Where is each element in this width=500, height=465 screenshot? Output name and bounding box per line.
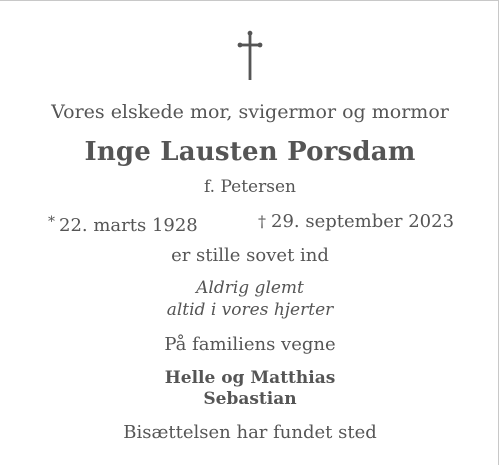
on-behalf-text: På familiens vegne bbox=[164, 334, 336, 355]
status-text: er stille sovet ind bbox=[171, 245, 329, 266]
birth-date-value: 22. marts 1928 bbox=[59, 215, 198, 236]
birth-date bbox=[48, 211, 198, 237]
birth-name: f. Petersen bbox=[204, 177, 296, 197]
deceased-name: Inge Lausten Porsdam bbox=[84, 137, 416, 167]
intro-text: Vores elskede mor, svigermor og mormor bbox=[51, 101, 449, 123]
death-date-value: 29. september 2023 bbox=[271, 211, 455, 232]
signature-line-1: Helle og Matthias bbox=[164, 368, 336, 388]
quote-line-1: Aldrig glemt bbox=[196, 278, 304, 298]
quote-line-2: altid i vores hjerter bbox=[166, 300, 334, 320]
star-icon: * bbox=[48, 214, 55, 230]
cross-icon bbox=[236, 30, 264, 82]
signature-line-2: Sebastian bbox=[203, 389, 297, 409]
funeral-note: Bisættelsen har fundet sted bbox=[123, 422, 377, 443]
dagger-icon: † bbox=[258, 212, 266, 231]
death-date bbox=[258, 211, 454, 233]
